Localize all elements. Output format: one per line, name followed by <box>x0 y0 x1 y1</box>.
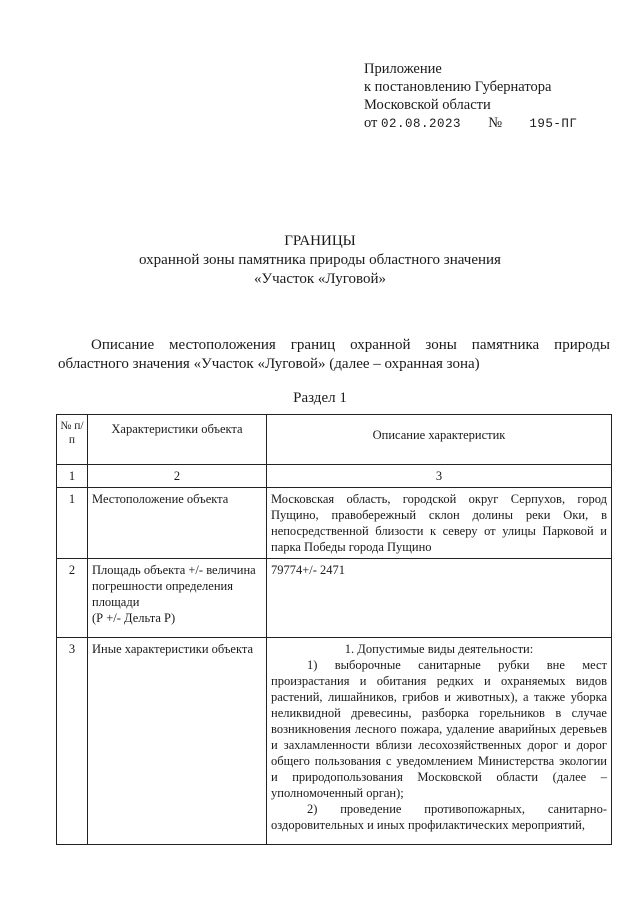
section-heading: Раздел 1 <box>293 390 347 406</box>
annex-reference: к постановлению Губернатора <box>364 79 552 95</box>
intro-paragraph: Описание местоположения границ охранной зоны памятника природы областного значения «Участок «Луговой» (далее – охранная зона) <box>58 337 610 372</box>
table-row <box>57 488 612 559</box>
header-description: Описание характеристик <box>267 415 612 465</box>
row-number: 1 <box>57 488 88 559</box>
annex-number: 195-ПГ <box>529 117 578 131</box>
row-characteristic-text: Площадь объекта +/- величина погрешности определения площади <box>92 563 256 609</box>
table-row <box>57 638 612 845</box>
column-number: 3 <box>267 465 612 488</box>
document-object-name: «Участок «Луговой» <box>254 271 386 287</box>
annex-number-label: № <box>488 115 503 131</box>
characteristics-table <box>56 414 612 845</box>
document-title-block <box>0 232 640 289</box>
document-title: ГРАНИЦЫ <box>284 233 356 249</box>
document-subtitle: охранной зоны памятника природы областного значения <box>139 252 501 268</box>
row-description <box>267 638 612 845</box>
row-characteristic-formula: (Р +/- Дельта Р) <box>92 611 176 625</box>
column-number-row <box>57 465 612 488</box>
column-number: 1 <box>57 465 88 488</box>
row-description: 79774+/- 2471 <box>267 559 612 638</box>
annex-date-line <box>364 114 577 133</box>
row-characteristic: Местоположение объекта <box>88 488 267 559</box>
table-header-row <box>57 415 612 465</box>
annex-from-label: от <box>364 115 378 131</box>
annex-title: Приложение <box>364 61 442 77</box>
header-number: № п/п <box>57 415 88 465</box>
row-characteristic: Иные характеристики объекта <box>88 638 267 845</box>
row-characteristic <box>88 559 267 638</box>
row-number: 3 <box>57 638 88 845</box>
description-paragraph: 2) проведение противопожарных, санитарно-оздоровительных и иных профилактических мероприятий, <box>271 802 607 832</box>
header-characteristics: Характеристики объекта <box>88 415 267 465</box>
description-heading: 1. Допустимые виды деятельности: <box>344 642 534 656</box>
annex-block <box>364 60 577 133</box>
row-description: Московская область, городской округ Серпухов, город Пущино, правобережный склон долины реки Оки, в непосредственной близости к северу от улицы Парковой и парка Победы города Пущино <box>267 488 612 559</box>
table-row <box>57 559 612 638</box>
annex-date: 02.08.2023 <box>381 117 462 131</box>
annex-region: Московской области <box>364 97 491 113</box>
column-number: 2 <box>88 465 267 488</box>
row-number: 2 <box>57 559 88 638</box>
description-paragraph: 1) выборочные санитарные рубки вне мест произрастания и обитания редких и охраняемых видов растений, лишайников, грибов и животных), а также уборка неликвидной древесины, разборка горельников в случае возникновения лесного пожара, удаление аварийных деревьев и захламленности вблизи лесохозяйственных дорог и дорог общего пользования с уведомлением Министерства экологии и природопользования Московской области (далее – уполномоченный орган); <box>271 658 607 800</box>
